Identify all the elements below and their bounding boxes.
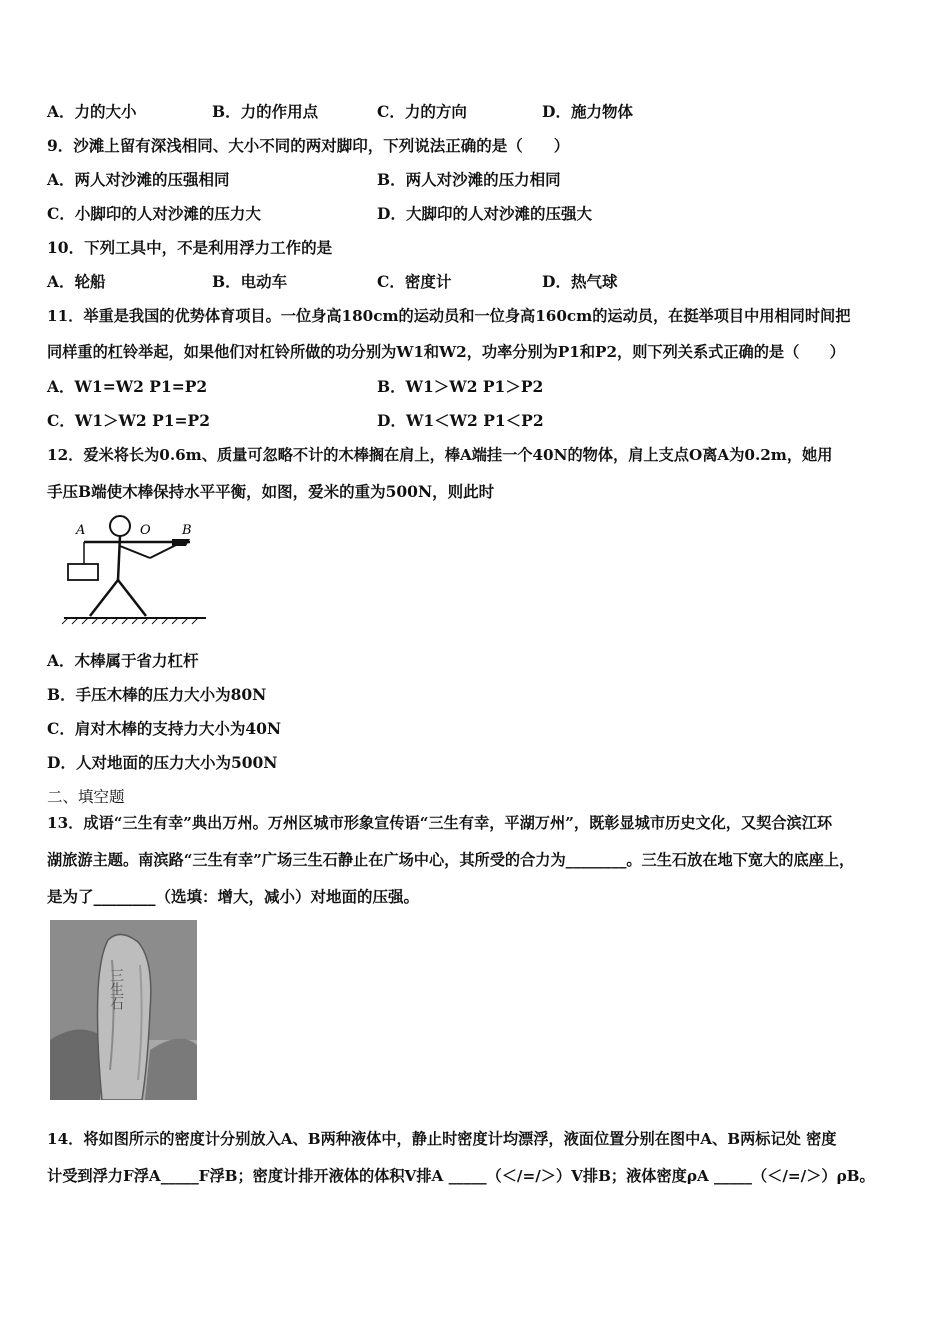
q12-option-a: A．木棒属于省力杠杆: [47, 651, 199, 670]
forearm: [150, 544, 178, 558]
q13-line1: 13．成语“三生有幸”典出万州。万州区城市形象宣传语“三生有幸，平湖万州”，既彰显城市历史文化，又契合滨江环: [47, 814, 833, 832]
arm: [120, 546, 150, 558]
q12-stem-line1: 12．爱米将长为0.6m、质量可忽略不计的木棒搁在肩上，棒A端挂一个40N的物体，肩上支点O离A为0.2m，她用: [47, 446, 833, 464]
q11-stem-line1: 11．举重是我国的优势体育项目。一位身高180cm的运动员和一位身高160cm的运动员，在挺举项目中用相同时间把: [47, 307, 851, 325]
q11-option-d: D．W1＜W2 P1＜P2: [377, 411, 544, 430]
q12-option-c: C．肩对木棒的支持力大小为40N: [47, 719, 282, 738]
q11-option-a: A．W1=W2 P1=P2: [47, 377, 208, 396]
head: [110, 516, 130, 536]
q9-stem: 9．沙滩上留有深浅相同、大小不同的两对脚印，下列说法正确的是（ ）: [47, 136, 570, 155]
label-o: O: [140, 523, 151, 538]
q8-option-c: C．力的方向: [377, 102, 467, 121]
q8-option-a: A．力的大小: [47, 102, 137, 121]
section-title: 二、填空题: [47, 788, 125, 806]
q9-option-a: A．两人对沙滩的压强相同: [47, 170, 230, 189]
left-leg: [90, 580, 118, 616]
q12-option-d: D．人对地面的压力大小为500N: [47, 753, 278, 772]
q13-line3: 是为了________（选填：增大，减小）对地面的压强。: [47, 887, 420, 906]
label-a: A: [76, 523, 86, 538]
q10-option-b: B．电动车: [212, 272, 288, 291]
q9-option-b: B．两人对沙滩的压力相同: [377, 170, 561, 189]
q9-option-c: C．小脚印的人对沙滩的压力大: [47, 204, 261, 223]
q12-option-b: B．手压木棒的压力大小为80N: [47, 685, 267, 704]
stone-drawing: [50, 920, 197, 1100]
label-b: B: [182, 523, 192, 538]
q12-stem-line2: 手压B端使木棒保持水平平衡，如图，爱米的重为500N，则此时: [47, 482, 495, 501]
right-leg: [118, 580, 146, 616]
q11-option-c: C．W1＞W2 P1=P2: [47, 411, 210, 430]
lever-figure: [60, 512, 210, 627]
q13-line2: 湖旅游主题。南滨路“三生有幸”广场三生石静止在广场中心，其所受的合力为________。三生石放在地下宽大的底座上，: [47, 851, 855, 869]
q11-option-b: B．W1＞W2 P1＞P2: [377, 377, 544, 396]
q10-option-a: A．轮船: [47, 272, 106, 291]
q8-option-b: B．力的作用点: [212, 102, 319, 121]
q8-option-d: D．施力物体: [542, 102, 633, 121]
hanging-box: [68, 564, 98, 580]
q14-line2: 计受到浮力F浮A_____F浮B；密度计排开液体的体积V排A _____（＜/=/＞）V排B；液体密度ρA _____（＜/=/＞）ρB。: [47, 1167, 875, 1185]
q10-option-c: C．密度计: [377, 272, 452, 291]
q10-option-d: D．热气球: [542, 272, 618, 291]
stone-inscription: 三生石: [108, 968, 124, 1010]
q10-stem: 10．下列工具中，不是利用浮力工作的是: [47, 238, 333, 257]
sansheng-stone-photo: [50, 920, 197, 1100]
q11-stem-line2: 同样重的杠铃举起，如果他们对杠铃所做的功分别为W1和W2，功率分别为P1和P2，则下列关系式正确的是（ ）: [47, 343, 845, 361]
q14-line1: 14．将如图所示的密度计分别放入A、B两种液体中，静止时密度计均漂浮，液面位置分别在图中A、B两标记处 密度: [47, 1130, 837, 1148]
q9-option-d: D．大脚印的人对沙滩的压强大: [377, 204, 592, 223]
